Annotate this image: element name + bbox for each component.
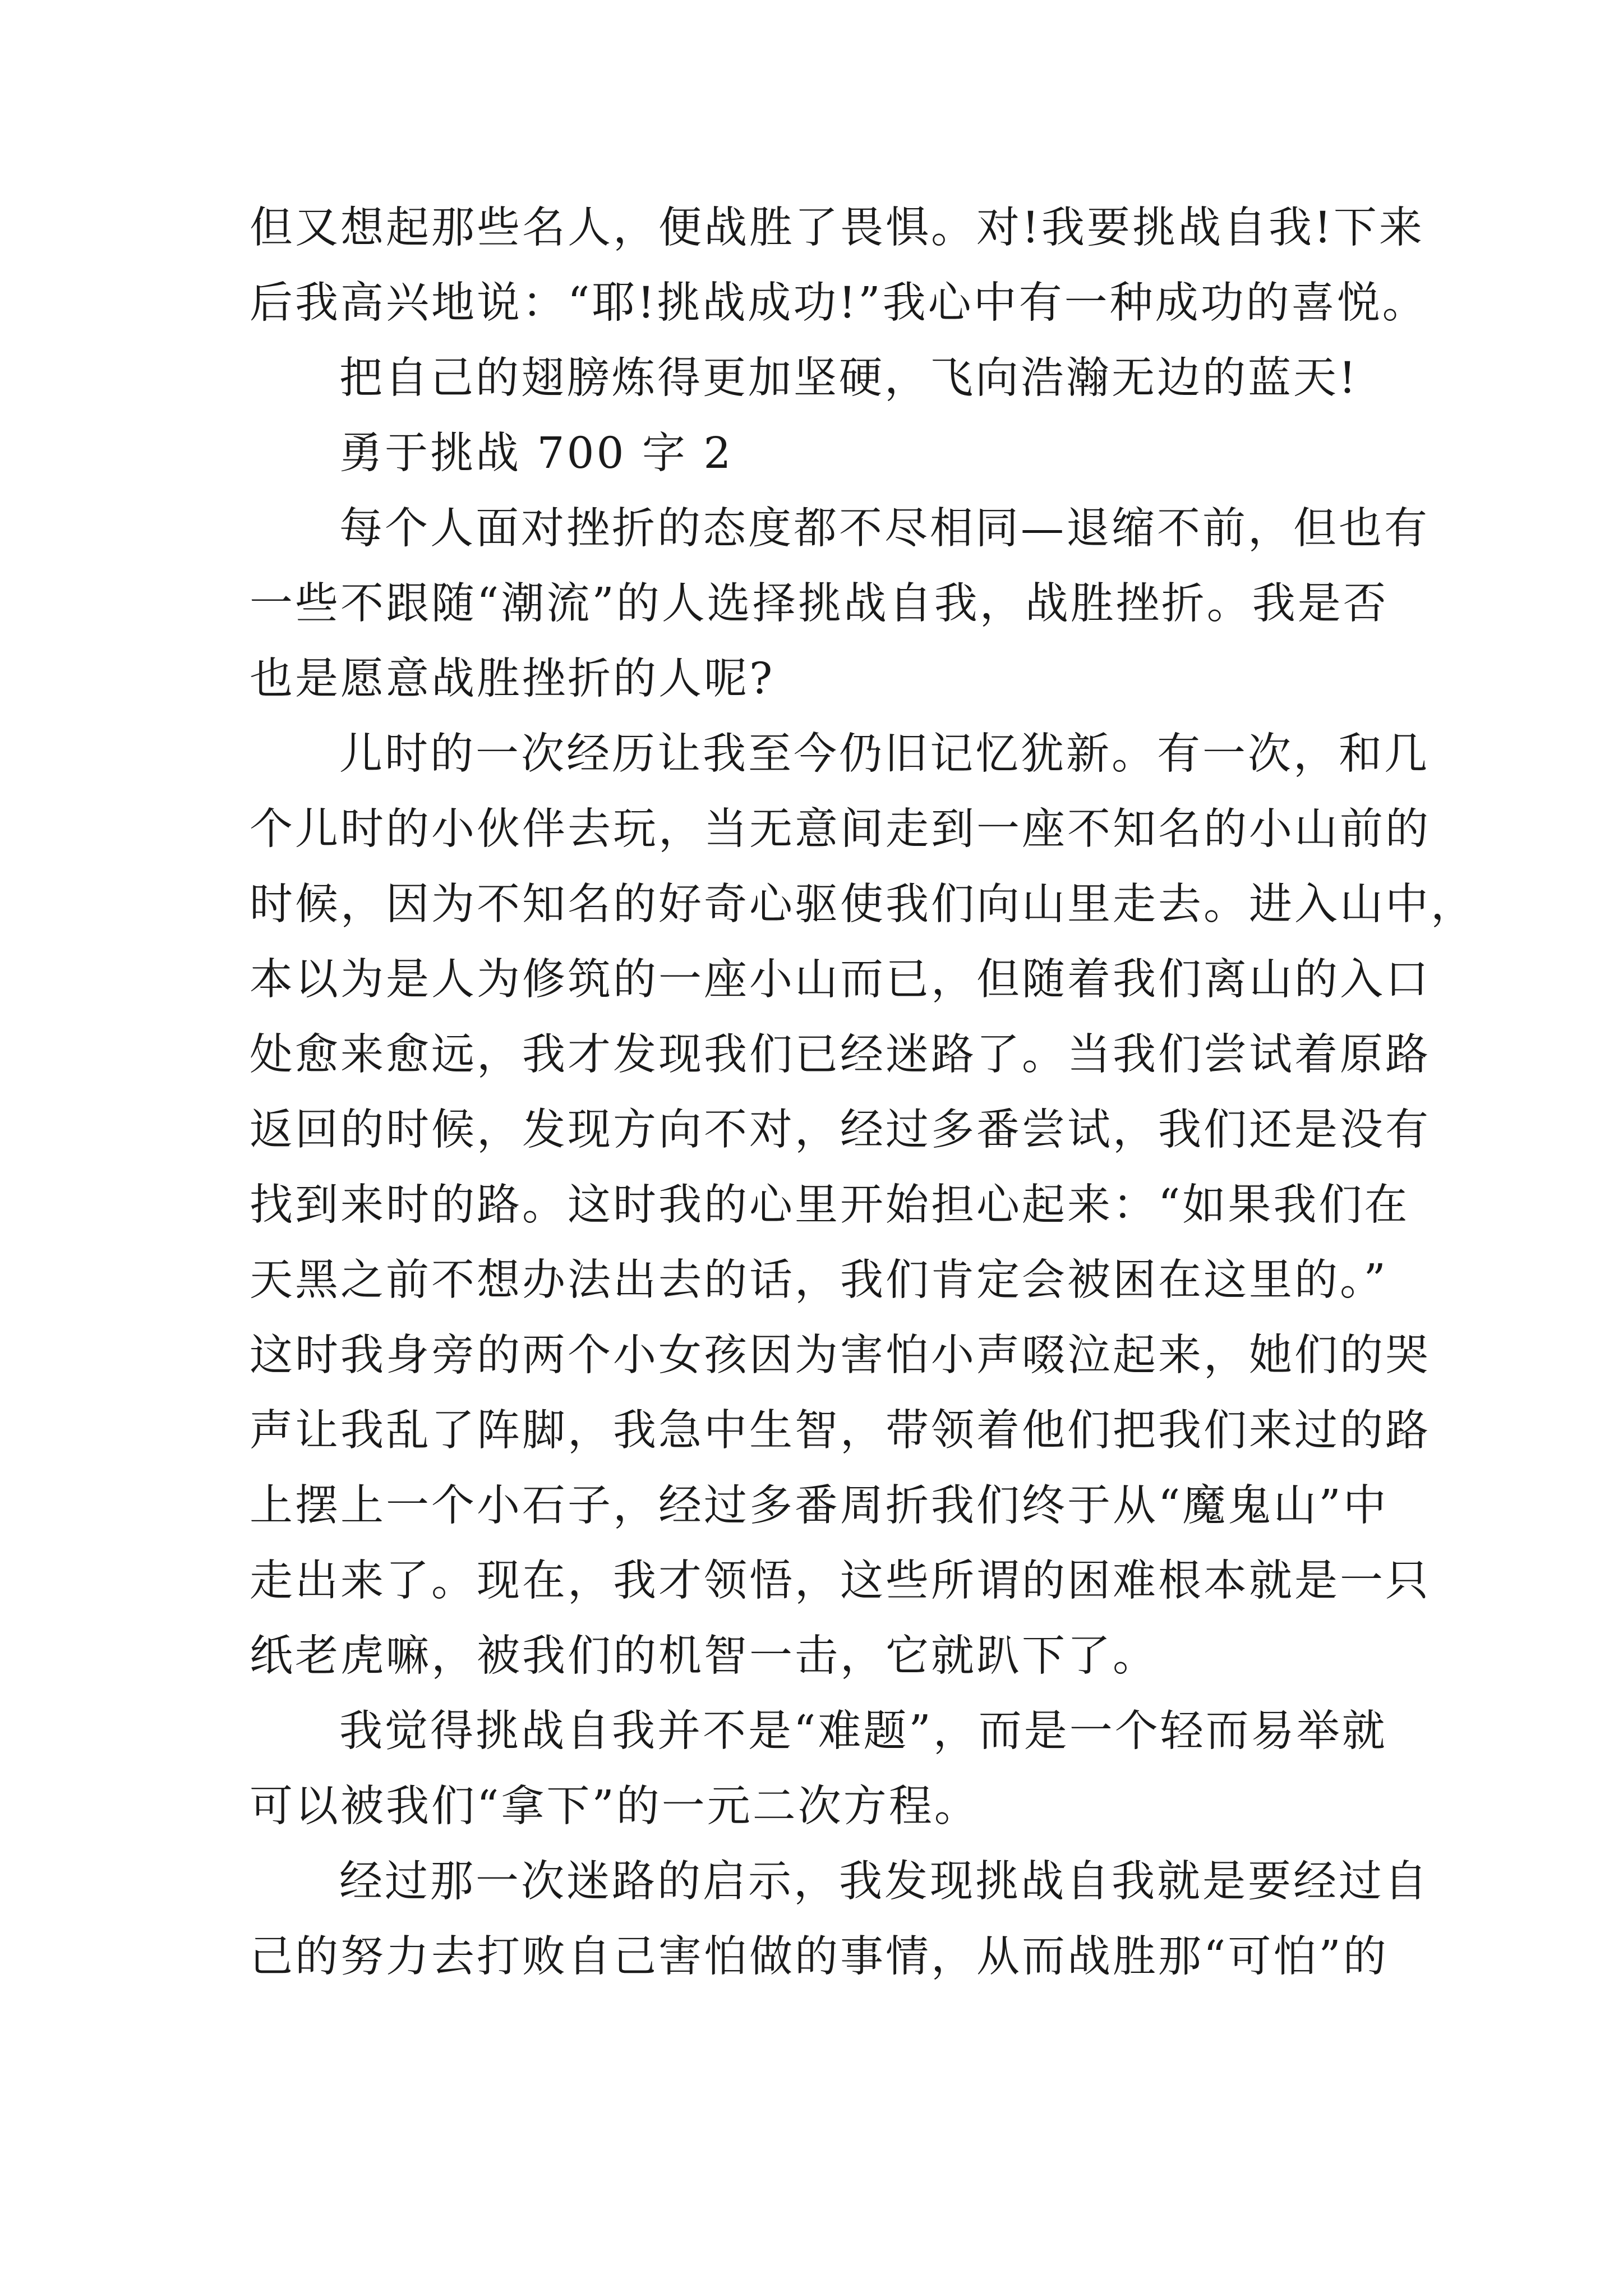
text-line: 处愈来愈远，我才发现我们已经迷路了。当我们尝试着原路 (250, 1030, 1431, 1080)
section-heading: 勇于挑战 700 字 2 (339, 429, 734, 478)
text-line: 时候，因为不知名的好奇心驱使我们向山里走去。进入山中， (250, 880, 1476, 930)
text-line: 这时我身旁的两个小女孩因为害怕小声啜泣起来，她们的哭 (250, 1331, 1431, 1381)
text-line: 本以为是人为修筑的一座小山而已，但随着我们离山的入口 (250, 955, 1431, 1005)
text-line: 天黑之前不想办法出去的话，我们肯定会被困在这里的。” (250, 1255, 1388, 1305)
text-line: 个儿时的小伙伴去玩，当无意间走到一座不知名的小山前的 (250, 804, 1431, 854)
text-line: 纸老虎嘛，被我们的机智一击，它就趴下了。 (250, 1631, 1158, 1681)
text-line: 我觉得挑战自我并不是“难题”，而是一个轻而易举就 (339, 1706, 1387, 1756)
text-line: 找到来时的路。这时我的心里开始担心起来：“如果我们在 (250, 1180, 1410, 1230)
text-line: 己的努力去打败自己害怕做的事情，从而战胜那“可怕”的 (250, 1932, 1389, 1982)
text-line: 一些不跟随“潮流”的人选择挑战自我，战胜挫折。我是否 (250, 579, 1389, 629)
text-line: 上摆上一个小石子，经过多番周折我们终于从“魔鬼山”中 (250, 1481, 1389, 1531)
text-line: 每个人面对挫折的态度都不尽相同—退缩不前，但也有 (339, 504, 1430, 554)
document-body (250, 191, 1476, 1995)
text-line: 儿时的一次经历让我至今仍旧记忆犹新。有一次，和几 (339, 729, 1430, 779)
text-line: 可以被我们“拿下”的一元二次方程。 (250, 1782, 980, 1832)
text-line: 但又想起那些名人，便战胜了畏惧。对!我要挑战自我!下来 (250, 203, 1424, 253)
text-line: 返回的时候，发现方向不对，经过多番尝试，我们还是没有 (250, 1105, 1431, 1155)
text-line: 后我高兴地说：“耶!挑战成功!”我心中有一种成功的喜悦。 (250, 278, 1428, 328)
text-line: 经过那一次迷路的启示，我发现挑战自我就是要经过自 (339, 1857, 1430, 1907)
text-line: 声让我乱了阵脚，我急中生智，带领着他们把我们来过的路 (250, 1406, 1431, 1456)
text-line: 把自己的翅膀炼得更加坚硬，飞向浩瀚无边的蓝天! (339, 353, 1358, 403)
text-line: 也是愿意战胜挫折的人呢? (250, 654, 775, 704)
text-line: 走出来了。现在，我才领悟，这些所谓的困难根本就是一只 (250, 1556, 1431, 1606)
